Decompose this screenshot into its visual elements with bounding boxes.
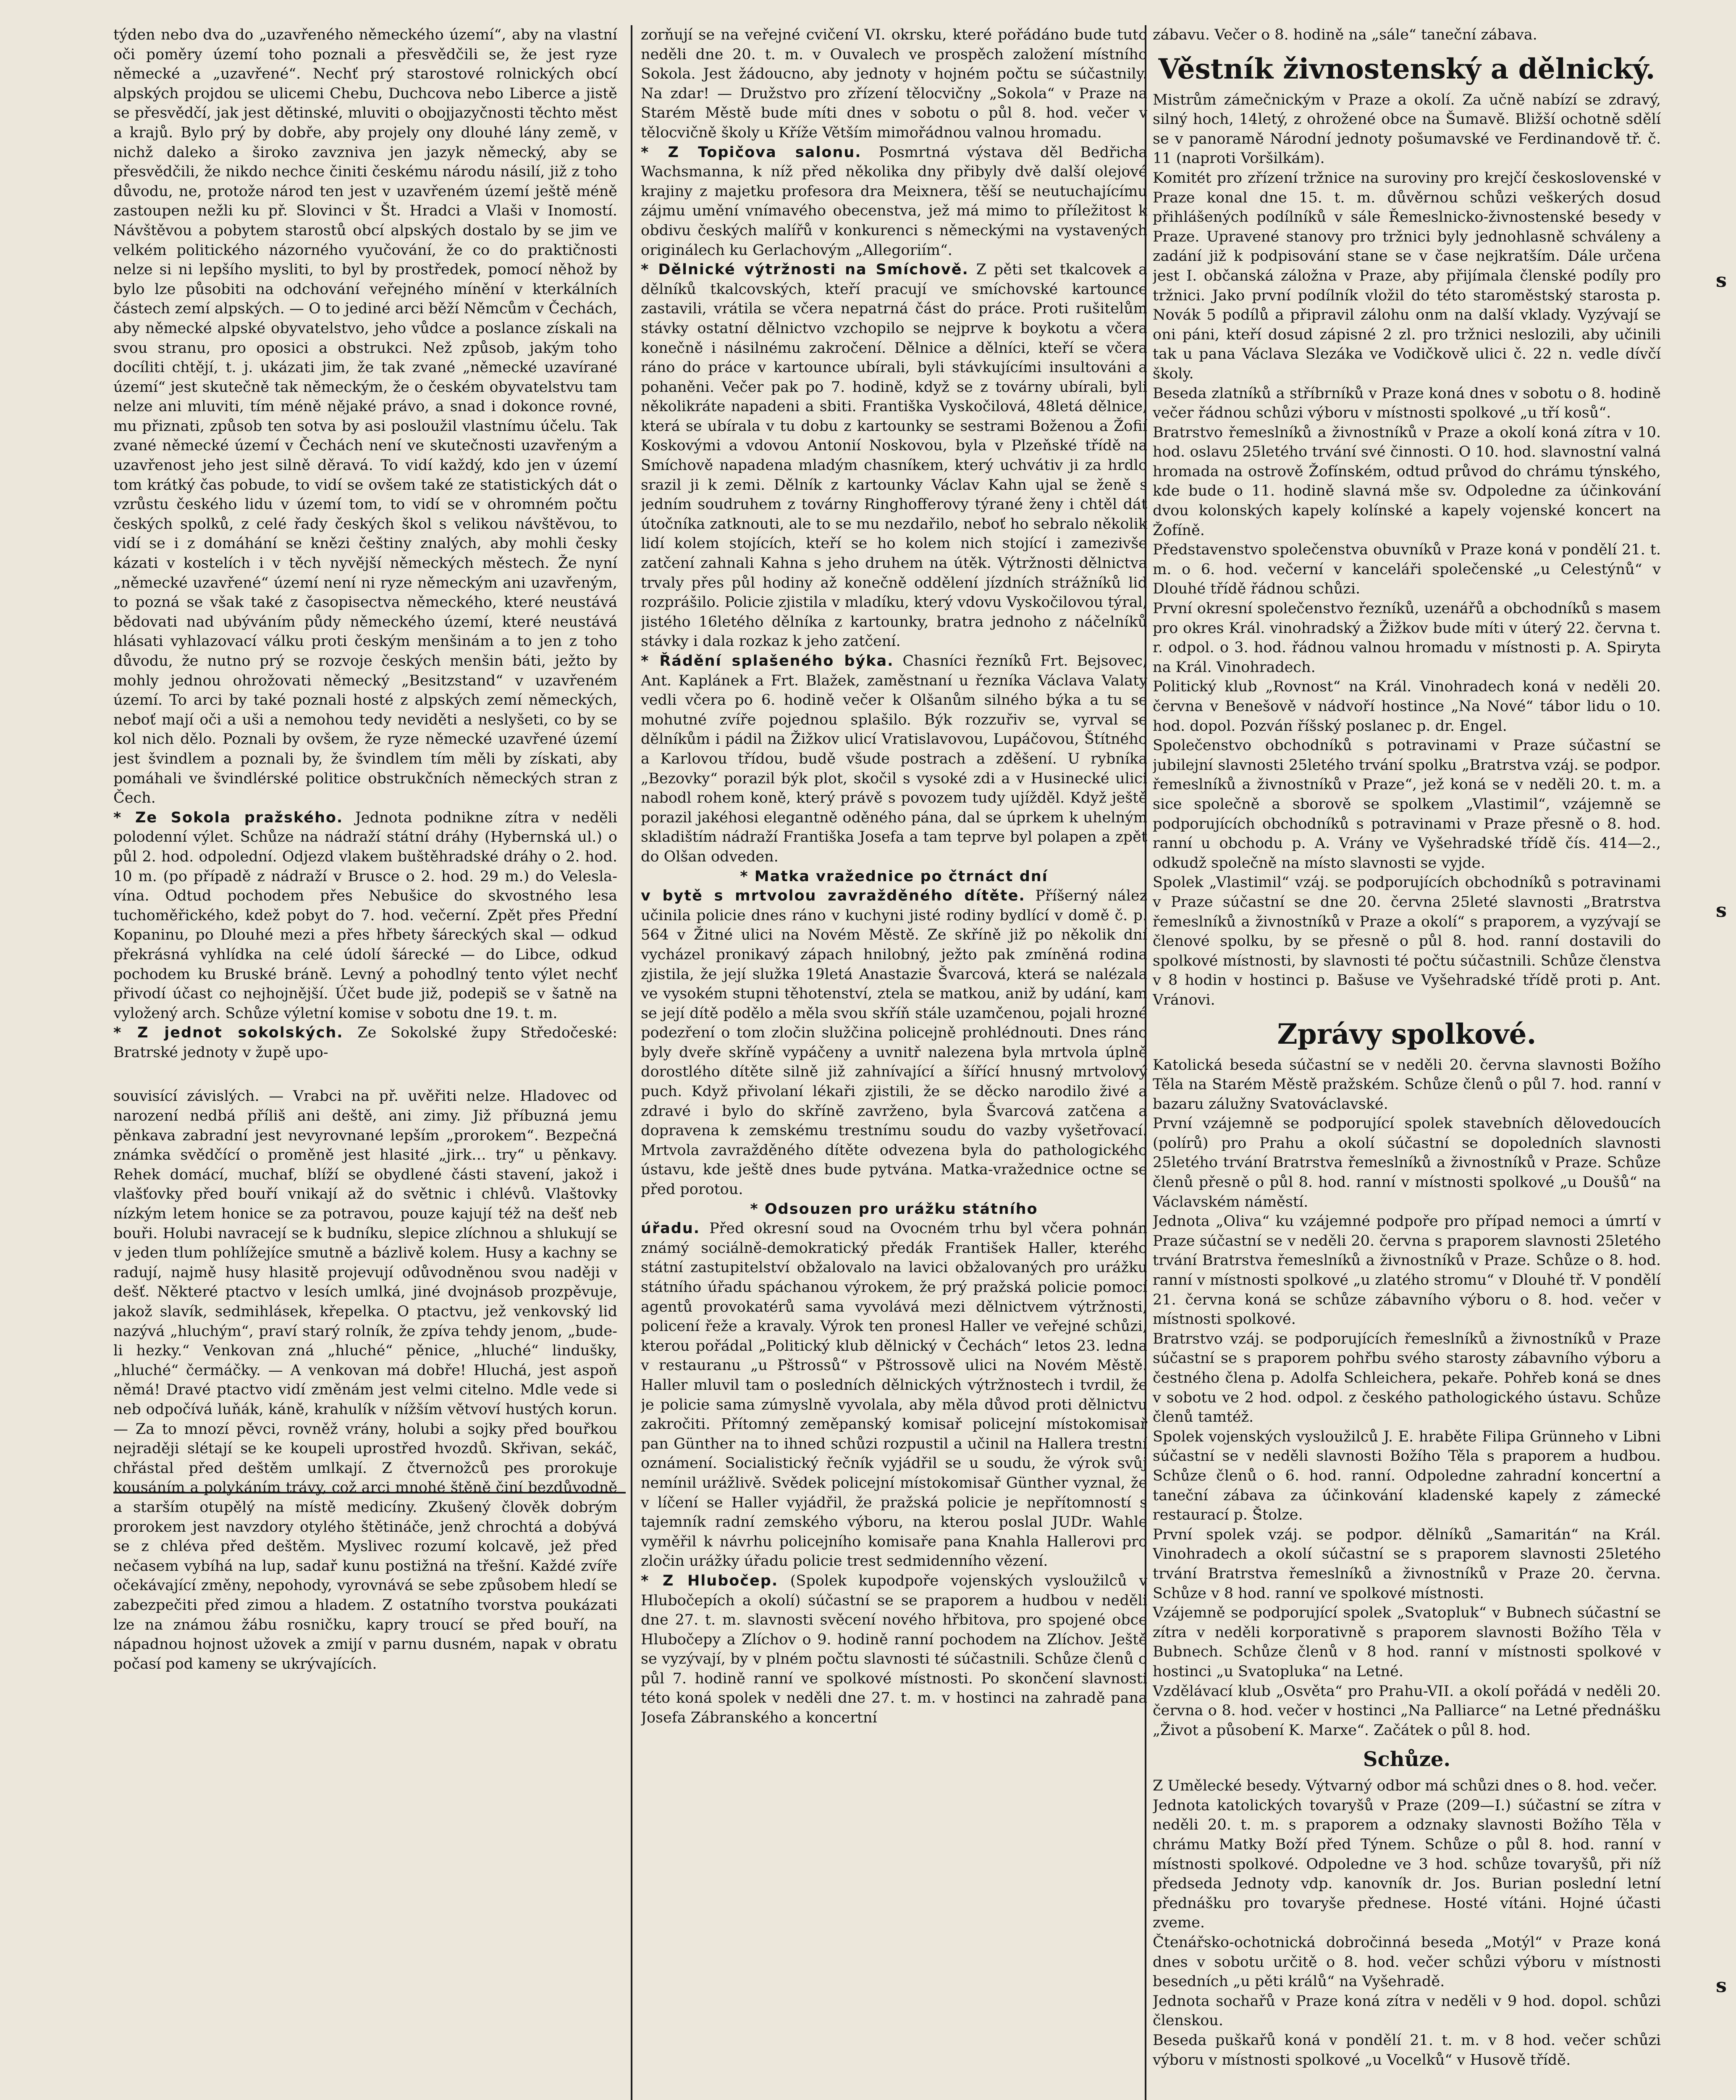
article-heading: * Z Topičova salonu.: [641, 144, 862, 161]
article-paragraph: zorňují se na veřejné cvičení VI. okrsku, které pořádáno bude tuto neděli dne 20. t. m. v Ouvalech ve prospěch založení místního Sokola. Jest žádoucno, aby jednoty v hojném počtu se súčastnily. Na zdar! — Družstvo pro zřízení tělocvičny „Sokola“ v Praze na Starém Městě bude míti dnes v sobotu o půl 8. hod. večer v tělocvičně školy u Kříže Větším mimořádnou valnou hromadu.: [641, 26, 1147, 141]
section-title: Věstník živnostenský a dělnický.: [1158, 52, 1655, 85]
article-text: Před okresní soud na Ovocném trhu byl včera pohnán známý sociálně-demokratický předák František Haller, kterého státní zastupitelství obžalovalo na lavici obžalovaných pro urážku státního úřadu spáchanou výrokem, že prý pražská policie pomocí agentů provokatérů sama vyvolává mezi dělnictvem výtržnosti, policení řeže a kravaly. Výrok ten pronesl Haller ve veřejné schůzi, kterou pořádal „Politický klub dělnický v Čechách“ letos 23. ledna v restauranu „u Pštrossů“ v Pštrossově ulici na Novém Městě. Haller mluvil tam o posledních dělnických výtržnostech i tvrdil, že je policie sama zúmyslně vyvolala, aby měla důvod proti dělnictvu zakročiti. Přítomný zeměpanský komisař policejní místokomisař pan Günther na to ihned schůzi rozpustil a učinil na Hallera trestní oznámení. Socialistický řečník vyjádřil se u soudu, že výrok svůj nemínil urážlivě. Svědek policejní místokomisař Günther vyznal, že v líčení se Haller vyjádřil, že pražská policie je nepřítomností s tajemník radní zemského výboru, na kterou poslal JUDr. Wahle vyměřil k návrhu policejního komisaře pana Knahla Hallerovi pro zločin urážky úřadu policie trest sedmidenního vězení.: [641, 1220, 1147, 1570]
column-right: [1153, 25, 1661, 2100]
notice-paragraph: Beseda zlatníků a stříbrníků v Praze koná dnes v sobotu o 8. hodině večer řádnou schůzi výboru v místnosti spolkové „u tří kosů“.: [1153, 385, 1661, 422]
article-text: Z pěti set tkalcovek a dělníků tkalcovských, kteří pracují ve smíchovské kartounce zastavili, vrátila se včera nepatrná část do práce. Proti rušitelům stávky ostatní dělnictvo vzchopilo se nejprve k boykotu a včera konečně i násilnému zakročení. Dělnice a dělníci, kteří se včera ráno do práce v kartounce ubírali, byli stávkujícími insultováni a pohaněni. Večer pak po 7. hodině, když se z továrny ubírali, byli několikráte napadeni a sbiti. Františka Vyskočilová, 48letá dělnice, která se ubírala v tu dobu z kartounky se sestrami Boženou a Žofií Koskovými a vdovou Antonií Noskovou, byla v Plzeňské třídě na Smíchově napadena mladým chasníkem, který uchvátiv ji za hrdlo srazil ji k zemi. Dělník z kartounky Václav Kahn ujal se ženě s jedním soudruhem z továrny Ringhofferovy týrané ženy i chtěl dát útočníka zatknouti, ale to se mu nezdařilo, neboť ho sebralo několik lidí kolem stojících, kteří se ho kolem nich stojící i zamezivše zatčení zahnali Kahna s jeho druhem na útěk. Výtržnosti dělnictva trvaly přes půl hodiny až konečně oddělení jízdních strážníků lid rozprášilo. Policie zjistila v mladíku, který vdovu Vyskočilovou týral, jistého 16letého dělníka z kartounky, bratra jednoho z náčelníků stávky i dala rozkaz k jeho zatčení.: [641, 261, 1147, 650]
notice-paragraph: Čtenářsko-ochotnická dobročinná beseda „Motýl“ v Praze koná dnes v sobotu určitě o 8. hod. večer schůzi výboru v místnosti besedních „u pěti králů“ na Vyšehradě.: [1153, 1934, 1661, 1990]
article-paragraph: týden nebo dva do „uzavřeného německého území“, aby na vlastní oči poměry území toho poznali a přesvědčili se, že jest ryze německé a „uzavřené“. Nechť prý starostové rolnických obcí alpských projdou se ulicemi Chebu, Duchcova nebo Liberce a jistě se přesvědčí, jak jest dětinské, mluviti o obojjazyčnosti těchto měst a krajů. Bylo prý by dobře, aby projely ony dlouhé lány země, v nichž daleko a široko zavzniva jen jazyk německý, aby se přesvědčili, že nikdo nechce činiti českému národu násilí, již z toho důvodu, ne, protože národ ten jest v uzavřeném území ještě méně zastoupen nežli ku př. Slovinci v Št. Hradci a Vlaši v Inomostí. Návštěvou a pobytem starostů obcí alpských dostalo by se jim ve velkém politického názorného vyučování, že co do praktičnosti nelze si ni lepšího mysliti, to byl by prostředek, pomocí něhož by bylo lze působiti na odchování veřejného mínění v kterkálních částech zemí alpských. — O to jediné arci běží Němcům v Čechách, aby německé alpské obyvatelstvo, jeho vůdce a poslance získali na svou stranu, pro oposici a obstrukci. Než způsob, jakým toho docíliti chtějí, t. j. ukázati jim, že tak zvané „německé uzavírané území“ jest skutečně tak německým, že o českém obyvatelstvu tam nelze ani mluviti, tím méně nějaké právo, a snad i dokonce rovné, mu přiznati, způsob ten sotva by asi posloužil vlastnímu účelu. Tak zvané německé území v Čechách není ve skutečnosti uzavřeným a uzavřenost jeho jest silně děravá. To vidí každý, kdo jen v území tom krátký čas pobude, to vidí se ovšem také ze statistických dát o vzrůstu českého lidu v území tom, to vidí se v ohromném počtu českých spolků, z celé řady českých škol s velikou návštěvou, to vidí se i z domáhání se knězi češtiny znalých, aby mohli česky kázati v kostelích i v těch nyvější německých městech. Že nyní „německé uzavřené“ území není ni ryze německým ani uzavřeným, to pozná se však také z časopisectva německého, které neustává bědovati nad ubýváním půdy německého území, které neustává hlásati vyhlazovací válku proti českým menšinám a to jen z toho důvodu, že nutno prý se rozvoje českých menšin báti, ježto by mohly jednou ohrožovati německý „Besitzstand“ v uzavřeném území. To arci by také poznali hosté z alpských zemí německých, neboť mají oči a uši a nemohou tedy neviděti a neslyšeti, co by se kol nich dělo. Poznali by ovšem, že ryze německé uzavřené území jest švindlem a poznali by, že švindlem tím měli by získati, aby pomáhali ve švindlérské politice obstrukčních německých stran z Čech.: [113, 26, 617, 807]
section-title: Schůze.: [1363, 1748, 1451, 1772]
notice-paragraph: První okresní společenstvo řezníků, uzenářů a obchodníků s masem pro okres Král. vinohradský a Žižkov bude míti v úterý 22. června t. r. odpol. o 3. hod. řádnou valnou hromadu v místnosti p. A. Spiryta na Král. Vinohradech.: [1153, 600, 1661, 676]
article-text: (Spolek kupodpoře vojenských vysloužilců v Hlubočepích a okolí) súčastní se se praporem a hudbou v neděli dne 27. t. m. slavnosti svěcení nového hřbitova, pro spojené obce Hlubočepy a Zlíchov o 9. hodině ranní pochodem na Zlíchov. Ještě se vyzývají, by v plném počtu slavnosti té súčastnili. Schůze členů o půl 7. hodině ranní ve spolkové místnosti. Po skončení slavnosti této koná spolek v neděli dne 27. t. m. v hostinci na zahradě pana Josefa Zábranského a koncertní: [641, 1572, 1147, 1727]
notice-paragraph: Bratrstvo vzáj. se podporujících řemeslníků a živnostníků v Praze súčastní se s praporem pohřbu svého starosty zábavního výboru a čestného člena p. Adolfa Schleichera, pekaře. Pohřeb koná se dnes v sobotu ve 2 hod. odpol. z českého pathologického ústavu. Schůze členů tamtéž.: [1153, 1330, 1661, 1426]
section-title: Zprávy spolkové.: [1277, 1017, 1537, 1050]
article-paragraph: [113, 1023, 617, 1062]
article-paragraph: [641, 143, 1147, 260]
notice-paragraph: Spolek „Vlastimil“ vzáj. se podporujících obchodníků s potravinami v Praze súčastní se dne 20. června 25leté slavnosti „Bratrstva řemeslníků a živnostníků v Praze a okolí“ s praporem, a vyzývají se členové spolku, by se přesně o půl 8. hod. ranní dostavili do spolkové místnosti, by slavnosti té počtu súčastnili. Schůze členstva v 8 hodin v hostinci p. Bašuse ve Vyšehradské třídě proti p. Ant. Vránovi.: [1153, 874, 1661, 1008]
notice-paragraph: První spolek vzáj. se podpor. dělníků „Samaritán“ na Král. Vinohradech a okolí súčastní se s praporem slavnosti 25letého trvání Bratrstva řemeslníků a živnostníků v Praze 20. června. Schůze v 8 hod. ranní ve spolkové místnosti.: [1153, 1526, 1661, 1602]
notice-paragraph: Beseda puškařů koná v pondělí 21. t. m. v 8 hod. večer schůzi výboru v místnosti spolkové „u Vocelků“ v Husově třídě.: [1153, 2032, 1661, 2068]
notice-paragraph: Mistrům zámečnickým v Praze a okolí. Za učně nabízí se zdravý, silný hoch, 14letý, z ohrožené obce na Šumavě. Bližší ochotně sdělí se v panoramě Národní jednoty pošumavské ve Ferdinandově tř. č. 11 (naproti Voršilkám).: [1153, 91, 1661, 167]
notice-paragraph: Jednota „Oliva“ ku vzájemné podpoře pro případ nemoci a úmrtí v Praze súčastní se v neděli 20. června s praporem slavnosti 25letého trvání Bratrstva řemeslníků a živnostníků v Praze. Schůze o 8. hod. ranní v místnosti spolkové „u zlatého stromu“ v Dlouhé tř. V pondělí 21. června koná se schůze zábavního výboru o 8. hod. večer v místnosti spolkové.: [1153, 1213, 1661, 1328]
article-paragraph: [641, 1571, 1147, 1728]
article-paragraph: [641, 651, 1147, 867]
article-text: Příšerný nález učinila policie dnes ráno v kuchyni jisté rodiny bydlící v domě č. p. 564 v Žitné ulici na Novém Městě. Ze skříně již po několik dní vycházel pronikavý zápach hnilobný, ježto pak zmíněná rodina zjistila, že její služka 19letá Anastazie Švarcová, která se nalézala ve vysokém stupni těhotenství, ztela se matkou, aniž by udání, kam se její dítě podělo a měla svou skříň stále uzamčenou, pojali hrozné podezření o tom zločin služčina policejně prohlédnouti. Dnes ráno byly dveře skříně vypáčeny a uvnitř nalezena byla mrtvola úplně dorostlého dítěte silně již zahnívající a šířící hnusný mrtvolový puch. Když přivolaní lékaři zjistili, že se děcko narodilo živé a zdravé i bylo do skříně zavrženo, byla Švarcová zatčena a dopravena k zemskému trestnímu soudu do vazby vyšetřovací. Mrtvola zavražděného dítěte odvezena byla do pathologického ústavu, kde ještě dnes bude pytvána. Matka-vražednice octne se před porotou.: [641, 887, 1147, 1198]
article-heading: * Řádění splašeného býka.: [641, 653, 894, 669]
article-heading: v bytě s mrtvolou zavražděného dítěte.: [641, 887, 1025, 905]
article-paragraph: [641, 1219, 1147, 1571]
article-paragraph: zábavu. Večer o 8. hodině na „sále“ taneční zábava.: [1153, 26, 1537, 43]
article-heading: * Z Hlubočep.: [641, 1572, 779, 1589]
notice-paragraph: Jednota sochařů v Praze koná zítra v neděli v 9 hod. dopol. schůzi členskou.: [1153, 1992, 1661, 2029]
article-paragraph: [641, 886, 1147, 1200]
column-divider: [631, 25, 632, 2100]
notice-paragraph: Vzdělávací klub „Osvěta“ pro Prahu-VII. a okolí pořádá v neděli 20. června o 8. hod. večer v hostinci „Na Palliarce“ na Letné přednášku „Život a působení K. Marxe“. Začátek o půl 8. hod.: [1153, 1683, 1661, 1739]
notice-paragraph: Společenstvo obchodníků s potravinami v Praze súčastní se jubilejní slavnosti 25letého trvání spolku „Bratrstva vzáj. se podpor. řemeslníků a živnostníků v Praze“, jež koná se v neděli 20. t. m. a sice společně a sborově se spolkem „Vlastimil“, vzájemně se podporujících obchodníků s potravinami v Praze přesně o 8. hod. ranní u obchodu p. A. Vrány ve Vyšehradské třídě čís. 414—2., odkudž společně na místo slavnosti se vyjde.: [1153, 737, 1661, 872]
notice-paragraph: První vzájemně se podporující spolek stavebních dělovedoucích (polírů) pro Prahu a okolí súčastní se dopoledních slavnosti 25letého trvání Bratrstva řemeslníků a živnostníků v Praze. Schůze členů přesně o půl 8. hod. ranní v místnosti spolkové „u Doušů“ na Václavském náměstí.: [1153, 1115, 1661, 1210]
article-text: Jednota podnikne zítra v neděli polodenní výlet. Schůze na nádraží státní dráhy (Hybernská ul.) o půl 2. hod. odpolední. Odjezd vlakem buštěhradské dráhy o 2. hod. 10 m. (po případě z nádraží v Brusce o 2. hod. 29 m.) do Veleslavína. Odtud pochodem přes Nebušice do skvostného lesa tuchoměřického, kdež pobyt do 7. hod. večerní. Zpět přes Přední Kopaninu, po Dlouhé mezi a přes hřbety šáreckých skal — odkud překrásná vyhlídka na celé údolí šárecké — do Libce, odkud pochodem ku Bruské bráně. Levný a pohodlný tento výlet nechť přivodí účast co nejhojnější. Účet bude již, podepiš se v šatně na vyložený arch. Schůze výletní komise v sobotu dne 19. t. m.: [113, 809, 617, 1022]
column-middle: [641, 25, 1147, 2100]
article-paragraph: souvisící závislých. — Vrabci na př. uvěřiti nelze. Hladovec od narození nedbá příliš ani deště, ani zimy. Již příbuzná jemu pěnkava zabradní jest nevyrovnané lepším „prorokem“. Bezpečná známka svědčící o proměně jest hlasité „jirk… try“ u pěnkavy. Rehek domácí, muchaf, blíží se obydlené části stavení, jakož i vlašťovky před bouří vnikají až do světnic i chlévů. Vlaštovky nízkým letem honice se za potravou, pouze kajují též na dešť neb bouři. Holubi navracejí se k budníku, slepice zlíchnou a shlukují se v jeden tlum pohlížejíce smutně a bázlivě kolem. Husy a kachny se radují, najmě husy hlasitě projevují odůvodněnou svou naději v dešť. Některé ptactvo v lesích umlká, jiné dvojnásob prozpěvuje, jakož slavík, sedmihlásek, křepelka. O ptactvu, jež venkovský lid nazývá „hluchým“, praví starý rolník, že zpíva tehdy jenom, „bude-li hezky.“ Venkovan zná „hluché“ pěnice, „hluché“ lindušky, „hluché“ čermáčky. — A venkovan má dobře! Hluchá, jest aspoň němá! Dravé ptactvo vidí změnám jest velmi citelno. Mdle vede si neb odpočívá luňák, káně, krahulík v nížším větvoví hustých korun. — Za to mnozí pěvci, rovněž vrány, holubi a sojky před bouřkou nejraději slétají se ke koupeli uprostřed hvozdů. Skřivan, sekáč, chřástal před deštěm umlkají. Z čtvernožců pes prorokuje kousáním a polykáním trávy, což arci mnohé štěně činí bezdůvodně a starším otupělý na místě medicíny. Zkušený člověk dobrým prorokem jest navzdory otylého štětináče, jenž chrochtá a dobývá se z chléva před deštěm. Myslivec rozumí kolcavě, jež před nečasem vybíhá na lup, sadař kunu postižná na třešní. Každé zvíře očekávající změny, nepohody, vyrovnává se sebe způsobem hledí se zabezpečiti před zimou a hladem. Z ostatního tvorstva poukázati lze na známou žábu rosničku, kapry troucí se před bouří, na nápadnou hojnost užovek a zmijí v parnu dusném, napak v obratu počasí pod kameny se ukrývajících.: [113, 1088, 617, 1672]
article-heading: * Ze Sokola pražského.: [113, 809, 344, 826]
column-left: [113, 25, 617, 2100]
page-edge-mark: s: [1716, 269, 1727, 291]
article-text: Chasníci řezníků Frt. Bejsovec, Ant. Kaplánek a Frt. Blažek, zaměstnaní u řezníka Václava Valaty vedli včera po 6. hodině večer k Olšanům silného býka a tu se mohutné zvíře pojednou splašilo. Býk rozzuřiv se, vyrval se dělníkům i pádil na Žižkov ulicí Vratislavovou, Lupáčovou, Štítného a Karlovou třídou, budě všude postrach a zděšení. U rybníka „Bezovky“ porazil býk plot, skočil s vysoké zdi a v Husinecké ulici nabodl rohem koně, který právě s povozem tudy ujížděl. Když ještě porazil jakéhosi elegantně oděného pána, dal se úprkem k uhelným skladištím nádraží Františka Josefa a tam teprve byl polapen a zpět do Olšan odveden.: [641, 653, 1147, 865]
page-edge-mark: s: [1716, 1974, 1727, 1997]
notice-paragraph: Katolická beseda súčastní se v neděli 20. června slavnosti Božího Těla na Starém Městě pražském. Schůze členů o půl 7. hod. ranní v bazaru zálužny Svatováclavské.: [1153, 1056, 1661, 1113]
article-paragraph: [113, 808, 617, 1024]
article-text: Posmrtná výstava děl Bedřicha Wachsmanna, k níž před několika dny přibyly dvě další olejové krajiny z majetku profesora dra Meixnera, těší se neutuchajícímu zájmu umění vnímavého obecenstva, jež má mimo to příležitost k obdivu českých malířů v konkurenci s německými na vystavených originálech ku Gerlachovým „Allegoriím“.: [641, 144, 1147, 259]
notice-paragraph: Z Umělecké besedy. Výtvarný odbor má schůzi dnes o 8. hod. večer.: [1153, 1777, 1657, 1795]
page-edge-mark: s: [1716, 899, 1727, 921]
article-heading: * Matka vražednice po čtrnáct dní: [740, 868, 1048, 885]
article-heading: * Odsouzen pro urážku státního: [750, 1200, 1038, 1218]
article-heading: * Dělnické výtržnosti na Smíchově.: [641, 261, 969, 278]
article-paragraph: [641, 260, 1147, 651]
article-heading: úřadu.: [641, 1220, 700, 1237]
article-text: Ze Sokolské župy Středočeské: Bratrské jednoty v župě upo-: [113, 1024, 617, 1061]
notice-paragraph: Spolek vojenských vysloužilců J. E. hraběte Filipa Grünneho v Libni súčastní se v neděli slavnosti Božího Těla s praporem a hudbou. Schůze členů o 6. hod. ranní. Odpoledne zahradní koncertní a taneční zábava za účinkování kladenské kapely z zámecké restaurací p. Štolze.: [1153, 1428, 1661, 1524]
notice-paragraph: Politický klub „Rovnost“ na Král. Vinohradech koná v neděli 20. června v Benešově v nádvoří hostince „Na Nové“ tábor lidu o 10. hod. dopol. Pozván říšský poslanec p. dr. Engel.: [1153, 678, 1661, 735]
notice-paragraph: Jednota katolických tovaryšů v Praze (209—I.) súčastní se zítra v neděli 20. t. m. s praporem a odznaky slavnosti Božího Těla v chrámu Matky Boží před Týnem. Schůze o půl 8. hod. ranní v místnosti spolkové. Odpoledne ve 3 hod. schůze tovaryšů, při níž předseda Jednoty vdp. kanovník dr. Jos. Burian poslední letní přednášku pro tovaryše přednese. Hosté vítáni. Hojné účasti zveme.: [1153, 1797, 1661, 1932]
notice-paragraph: Komitét pro zřízení tržnice na suroviny pro krejčí československé v Praze konal dne 15. t. m. důvěrnou schůzi veškerých dosud přihlášených podílníků v sále Řemeslnicko-živnostenské besedy v Praze. Upravené stanovy pro tržnici byly jednohlasně schváleny a zadání již k podpisování stane se v čase nejkratším. Dále určena jest I. občanská záložna v Praze, aby přijímala členské podíly pro tržnici. Jako první podílník vložil do této staroměstský starosta p. Novák 5 podílů a připravil zálohu onm na další vklady. Vyzývají se oni páni, kteří dosud zápisné 2 zl. pro tržnici neslozili, aby učinili tak u pana Václava Slezáka ve Vodičkově ulici č. 22 n. vedle dívčí školy.: [1153, 169, 1661, 382]
notice-paragraph: Bratrstvo řemeslníků a živnostníků v Praze a okolí koná zítra v 10. hod. oslavu 25letého trvání své činnosti. O 10. hod. slavnostní valná hromada na ostrově Žofínském, odtud průvod do chrámu týnského, kde bude o 11. hodině slavná mše sv. Odpoledne za účinkování dvou kolonských kapely kolínské a kapely vojenské koncert na Žofíně.: [1153, 424, 1661, 539]
notice-paragraph: Vzájemně se podporující spolek „Svatopluk“ v Bubnech súčastní se zítra v neděli korporativně s praporem slavnosti Božího Těla v Bubnech. Schůze členů v 8 hod. ranní v místnosti spolkové v hostinci „u Svatopluka“ na Letné.: [1153, 1604, 1661, 1680]
article-heading: * Z jednot sokolských.: [113, 1024, 344, 1042]
notice-paragraph: Představenstvo společenstva obuvníků v Praze koná v pondělí 21. t. m. o 6. hod. večerní v kanceláři společenské „u Celestýnů“ v Dlouhé třídě řádnou schůzi.: [1153, 541, 1661, 598]
